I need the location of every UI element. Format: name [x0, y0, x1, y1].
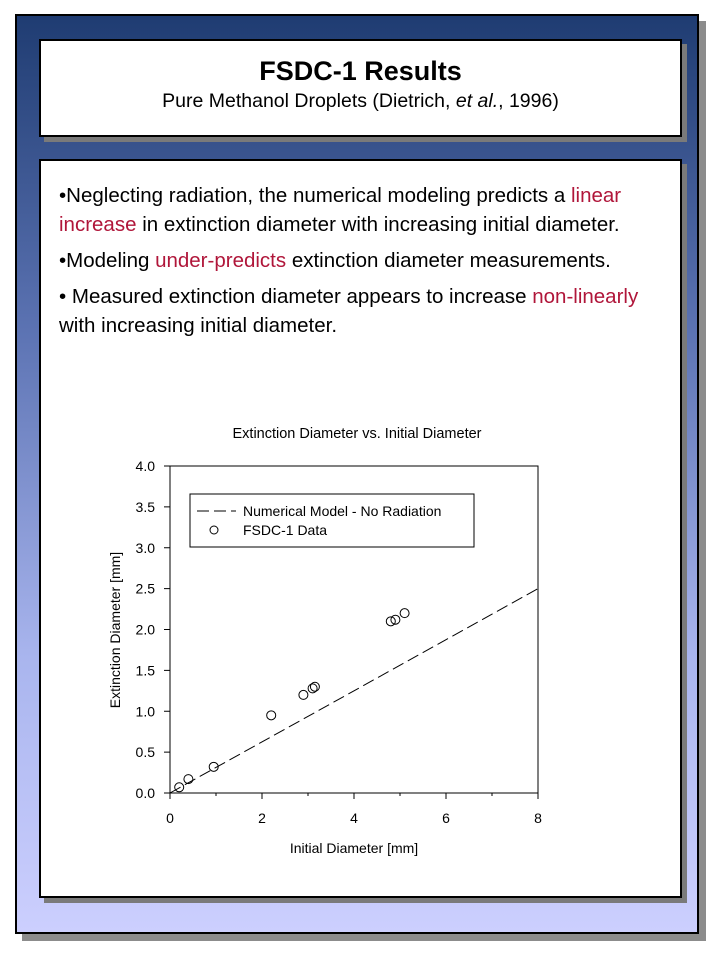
bullet-text: extinction diameter measurements. — [286, 249, 611, 272]
subtitle-prefix: Pure Methanol Droplets (Dietrich, — [162, 90, 456, 112]
legend-entry-model: Numerical Model - No Radiation — [243, 503, 442, 519]
x-tick-label: 2 — [258, 810, 266, 826]
subtitle-suffix: , 1996) — [498, 90, 559, 112]
data-point — [267, 711, 276, 720]
y-tick-label: 0.5 — [135, 744, 155, 761]
model-line — [170, 589, 538, 793]
y-axis-label: Extinction Diameter [mm] — [107, 551, 123, 709]
data-point — [299, 690, 308, 699]
x-tick-label: 0 — [166, 810, 174, 826]
bullet-text: •Modeling — [59, 249, 156, 272]
bullet-highlight: under-predicts — [155, 249, 287, 272]
bullet-highlight: non-linearly — [532, 285, 639, 308]
data-point — [175, 783, 184, 792]
y-tick-label: 0.0 — [135, 785, 155, 801]
bullet-text: •Neglecting radiation, the numerical modeling predicts a — [59, 184, 571, 207]
bullet-text: • Measured extinction diameter appears to increase — [59, 285, 533, 308]
y-tick-label: 2.0 — [135, 621, 155, 638]
x-tick-label: 6 — [442, 810, 450, 826]
legend-entry-data: FSDC-1 Data — [243, 522, 328, 538]
bullet-text: in extinction diameter with increasing initial diameter. — [136, 213, 620, 236]
y-tick-label: 1.5 — [135, 662, 155, 679]
y-tick-label: 2.5 — [135, 580, 155, 597]
y-tick-label: 4.0 — [135, 458, 155, 474]
chart-title: Extinction Diameter vs. Initial Diameter — [232, 426, 482, 442]
x-axis-label: Initial Diameter [mm] — [289, 840, 419, 856]
slide-title: FSDC-1 Results — [259, 56, 462, 86]
data-point — [400, 609, 409, 618]
y-tick-label: 1.0 — [135, 703, 155, 720]
data-point — [310, 682, 319, 691]
bullet-highlight: linear increase — [59, 184, 622, 236]
x-tick-label: 4 — [350, 810, 358, 826]
y-tick-label: 3.0 — [135, 539, 155, 556]
y-tick-label: 3.5 — [135, 498, 155, 515]
subtitle-italic: et al. — [455, 90, 499, 112]
x-tick-label: 8 — [534, 810, 542, 826]
legend-box — [190, 494, 474, 547]
bullet-text: with increasing initial diameter. — [59, 314, 338, 337]
mark-group — [170, 589, 538, 793]
